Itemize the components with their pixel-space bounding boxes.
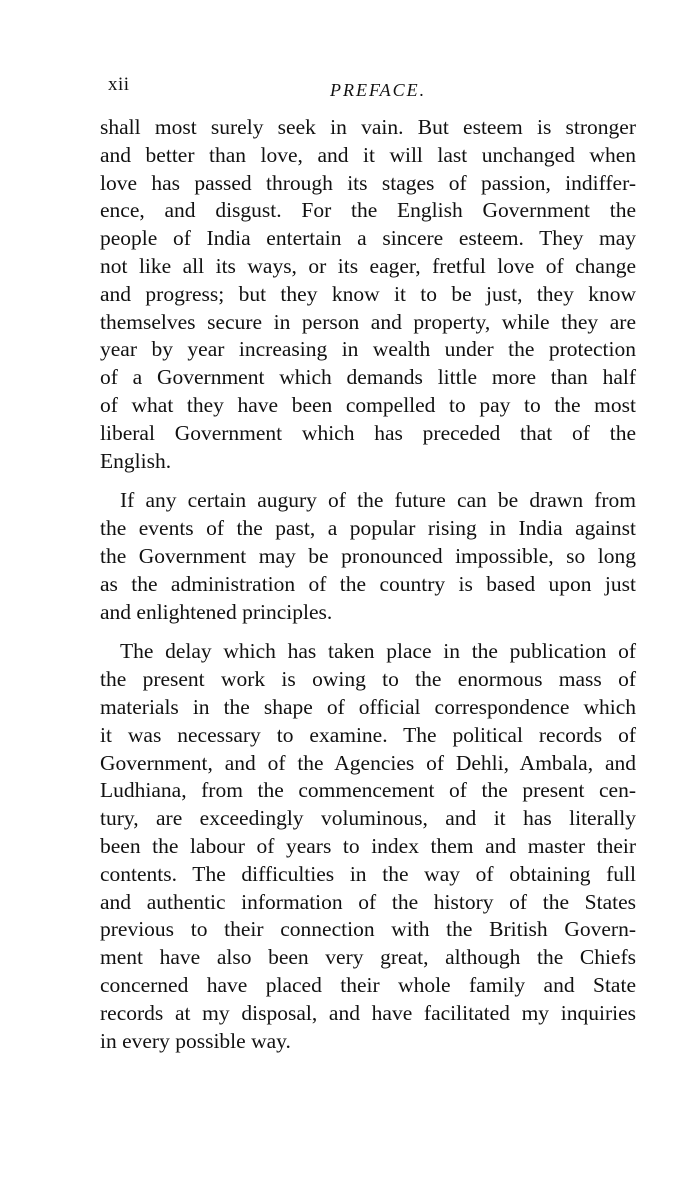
page-header <box>108 74 628 104</box>
paragraph-gap <box>100 475 636 487</box>
text-line: ment have also been very great, although the Chiefs <box>100 945 636 970</box>
text-line: themselves secure in person and property, while they are <box>100 309 636 334</box>
text-line: and authentic information of the history of the States <box>100 889 636 914</box>
text-line: liberal Government which has preceded that of the <box>100 420 636 445</box>
text-line: in every possible way. <box>100 1028 291 1053</box>
text-line: as the administration of the country is based upon just <box>100 571 636 596</box>
body-text <box>100 114 636 1055</box>
text-line: tury, are exceedingly voluminous, and it has literally <box>100 806 636 831</box>
text-line: and enlightened principles. <box>100 599 333 624</box>
text-line: love has passed through its stages of passion, indiffer- <box>100 170 636 195</box>
text-line: Ludhiana, from the commencement of the present cen- <box>100 778 636 803</box>
paragraph <box>100 487 636 626</box>
text-line: English. <box>100 448 172 473</box>
text-line: the Government may be pronounced impossible, so long <box>100 543 636 568</box>
paragraph-gap <box>100 626 636 638</box>
text-line: and better than love, and it will last unchanged when <box>100 142 636 167</box>
text-line: and progress; but they know it to be just, they know <box>100 281 636 306</box>
text-line: If any certain augury of the future can be drawn from <box>120 488 636 513</box>
paragraph <box>100 114 636 475</box>
text-line: of a Government which demands little more than half <box>100 365 636 390</box>
page-number: xii <box>108 74 130 95</box>
text-line: people of India entertain a sincere esteem. They may <box>100 226 636 251</box>
text-line: concerned have placed their whole family and State <box>100 972 636 997</box>
text-line: the present work is owing to the enormous mass of <box>100 667 636 692</box>
text-line: Government, and of the Agencies of Dehli, Ambala, and <box>100 750 636 775</box>
text-line: materials in the shape of official correspondence which <box>100 694 636 719</box>
text-line: records at my disposal, and have facilitated my inquiries <box>100 1000 636 1025</box>
text-line: shall most surely seek in vain. But esteem is stronger <box>100 115 636 139</box>
text-line: contents. The difficulties in the way of obtaining full <box>100 861 636 886</box>
text-line: it was necessary to examine. The political records of <box>100 722 636 747</box>
text-line: previous to their connection with the British Govern- <box>100 917 636 942</box>
text-line: not like all its ways, or its eager, fretful love of change <box>100 253 636 278</box>
text-line: of what they have been compelled to pay to the most <box>100 392 636 417</box>
text-line: been the labour of years to index them and master their <box>100 833 636 858</box>
text-line: year by year increasing in wealth under the protection <box>100 337 636 362</box>
text-line: The delay which has taken place in the publication of <box>120 639 636 664</box>
text-line: ence, and disgust. For the English Government the <box>100 198 636 223</box>
paragraph <box>100 638 636 1055</box>
running-head: PREFACE. <box>330 80 427 100</box>
text-line: the events of the past, a popular rising in India against <box>100 516 636 541</box>
